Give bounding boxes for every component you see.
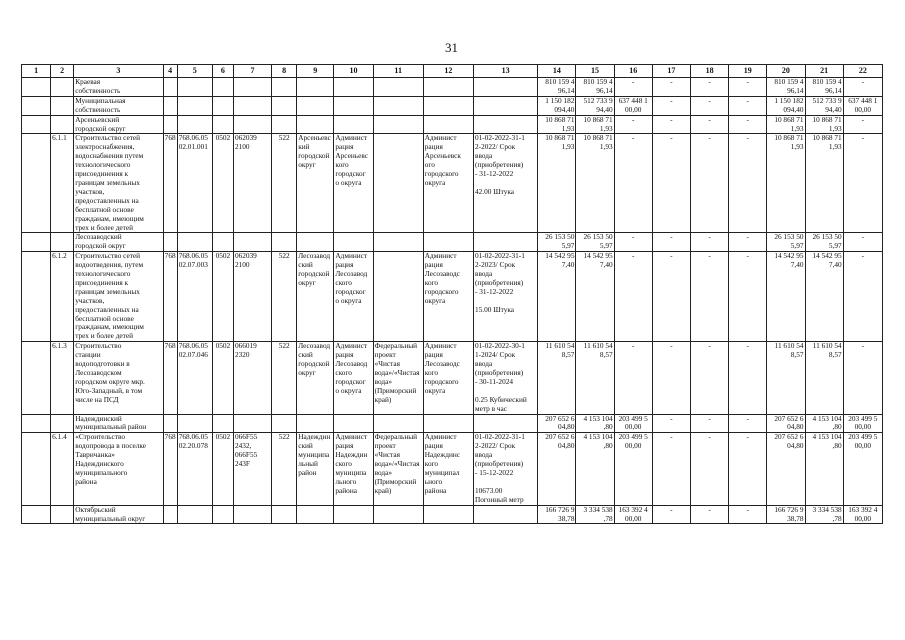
table-cell: 14 542 95 7,40 <box>767 252 805 342</box>
table-cell: 810 159 4 96,14 <box>805 78 843 97</box>
column-header: 19 <box>729 65 767 78</box>
table-cell: - <box>843 115 882 134</box>
table-cell <box>474 115 538 134</box>
table-cell <box>22 78 51 97</box>
table-cell: 26 153 50 5,97 <box>538 233 576 252</box>
column-header: 20 <box>767 65 805 78</box>
table-cell <box>373 115 423 134</box>
table-cell <box>233 505 271 524</box>
column-header: 21 <box>805 65 843 78</box>
table-cell <box>373 505 423 524</box>
table-cell: - <box>729 134 767 233</box>
table-cell <box>272 414 297 433</box>
table-cell: 26 153 50 5,97 <box>576 233 614 252</box>
table-cell: 203 499 5 00,00 <box>843 414 882 433</box>
table-cell <box>51 505 74 524</box>
table-cell: 10 868 71 1,93 <box>538 134 576 233</box>
table-cell: 6.1.3 <box>51 342 74 414</box>
table-cell: 066F55 2432, 066F55 243F <box>233 433 271 505</box>
table-cell <box>163 414 177 433</box>
table-cell: - <box>729 233 767 252</box>
table-cell <box>373 78 423 97</box>
column-header: 13 <box>474 65 538 78</box>
table-cell <box>163 505 177 524</box>
table-cell: 768 <box>163 433 177 505</box>
table-cell <box>474 505 538 524</box>
table-cell: 10 868 71 1,93 <box>805 115 843 134</box>
table-cell: - <box>729 342 767 414</box>
table-cell: 1 150 182 094,40 <box>767 96 805 115</box>
table-cell: 01-02-2022-31-1 2-2022/ Срок ввода (приобретения) - 15-12-2022 10673.00 Погонный метр <box>474 433 538 505</box>
table-cell: - <box>843 134 882 233</box>
table-cell: - <box>729 505 767 524</box>
table-cell <box>177 96 212 115</box>
column-header: 8 <box>272 65 297 78</box>
table-cell: Арсеньевс кий городской округ <box>297 134 334 233</box>
table-cell: 810 159 4 96,14 <box>767 78 805 97</box>
table-cell: Федеральный проект «Чистая вода»/«Чистая вода» (Приморский край) <box>373 342 423 414</box>
table-cell <box>373 252 423 342</box>
table-cell <box>423 233 473 252</box>
table-cell: 4 153 104 ,80 <box>805 433 843 505</box>
table-cell <box>334 414 373 433</box>
table-cell <box>212 96 233 115</box>
table-cell: - <box>614 134 652 233</box>
table-cell: - <box>652 433 690 505</box>
table-cell: 0502 <box>212 252 233 342</box>
table-cell: 512 733 9 94,40 <box>576 96 614 115</box>
table-cell: 522 <box>272 433 297 505</box>
table-cell: 10 868 71 1,93 <box>538 115 576 134</box>
table-cell: - <box>690 505 728 524</box>
table-cell: «Строительство водопровода в поселке Тавричанка» Надеждинского муниципального района <box>74 433 163 505</box>
table-cell <box>51 78 74 97</box>
table-cell: 166 726 9 38,78 <box>767 505 805 524</box>
table-row <box>22 505 883 524</box>
table-cell <box>373 134 423 233</box>
table-cell <box>474 96 538 115</box>
table-cell: 207 652 6 04,80 <box>538 414 576 433</box>
table-cell: - <box>690 78 728 97</box>
table-cell: - <box>614 252 652 342</box>
table-cell: 3 334 538 ,78 <box>576 505 614 524</box>
table-cell: 637 448 1 00,00 <box>843 96 882 115</box>
table-cell: 207 652 6 04,80 <box>767 414 805 433</box>
column-header: 6 <box>212 65 233 78</box>
table-cell: Надеждинский муниципальный район <box>74 414 163 433</box>
table-cell <box>163 96 177 115</box>
table-cell <box>177 78 212 97</box>
table-cell <box>474 233 538 252</box>
table-cell: 4 153 104 ,80 <box>576 433 614 505</box>
table-cell <box>22 342 51 414</box>
table-cell: Лесозавод ский городской округ <box>297 252 334 342</box>
table-cell <box>272 115 297 134</box>
table-cell: 203 499 5 00,00 <box>614 433 652 505</box>
table-cell: 0502 <box>212 134 233 233</box>
table-cell: 10 868 71 1,93 <box>805 134 843 233</box>
table-cell: 26 153 50 5,97 <box>767 233 805 252</box>
table-cell: 522 <box>272 342 297 414</box>
table-cell <box>177 115 212 134</box>
table-cell: 4 153 104 ,80 <box>805 414 843 433</box>
table-cell: - <box>652 78 690 97</box>
table-cell: 166 726 9 38,78 <box>538 505 576 524</box>
table-cell: 3 334 538 ,78 <box>805 505 843 524</box>
table-cell: - <box>652 115 690 134</box>
column-header: 10 <box>334 65 373 78</box>
table-cell <box>51 414 74 433</box>
table-cell: 10 868 71 1,93 <box>576 134 614 233</box>
budget-table <box>21 64 883 524</box>
table-cell: - <box>690 433 728 505</box>
table-cell: Краевая собственность <box>74 78 163 97</box>
table-cell: Октябрьский муниципальный округ <box>74 505 163 524</box>
column-header: 7 <box>233 65 271 78</box>
table-cell <box>423 505 473 524</box>
column-header: 18 <box>690 65 728 78</box>
table-cell <box>212 78 233 97</box>
table-cell: Федеральный проект «Чистая вода»/«Чистая вода» (Приморский край) <box>373 433 423 505</box>
table-cell: 01-02-2022-31-1 2-2023/ Срок ввода (приобретения) - 31-12-2022 15.00 Штука <box>474 252 538 342</box>
table-cell: - <box>690 115 728 134</box>
table-cell <box>177 233 212 252</box>
table-cell: 203 499 5 00,00 <box>614 414 652 433</box>
table-cell <box>233 78 271 97</box>
table-cell: 6.1.4 <box>51 433 74 505</box>
table-cell: 11 610 54 8,57 <box>767 342 805 414</box>
table-cell <box>233 233 271 252</box>
table-cell: - <box>843 252 882 342</box>
column-header: 11 <box>373 65 423 78</box>
table-row <box>22 96 883 115</box>
table-cell: 066019 2320 <box>233 342 271 414</box>
column-header: 14 <box>538 65 576 78</box>
table-cell: 0502 <box>212 342 233 414</box>
table-cell: - <box>614 233 652 252</box>
column-header: 2 <box>51 65 74 78</box>
table-cell <box>423 96 473 115</box>
table-cell <box>163 78 177 97</box>
table-cell: Лесозавод ский городской округ <box>297 342 334 414</box>
table-cell <box>474 414 538 433</box>
column-header: 3 <box>74 65 163 78</box>
table-cell <box>212 115 233 134</box>
table-cell <box>177 414 212 433</box>
table-cell <box>334 96 373 115</box>
table-cell: Строительство сетей электроснабжения, водоснабжения путем технологического присоединения к границам земельных участков, предоставленных на бесплатной основе гражданам, имеющим трех и более детей <box>74 134 163 233</box>
table-cell <box>297 414 334 433</box>
table-cell <box>22 433 51 505</box>
table-cell: Надеждин ский муниципа льный район <box>297 433 334 505</box>
table-cell: 14 542 95 7,40 <box>805 252 843 342</box>
table-cell: 810 159 4 96,14 <box>538 78 576 97</box>
table-cell: Лесозаводский городской округ <box>74 233 163 252</box>
table-cell: - <box>729 96 767 115</box>
table-cell: - <box>652 134 690 233</box>
column-header: 1 <box>22 65 51 78</box>
table-cell: 810 159 4 96,14 <box>576 78 614 97</box>
table-cell: 768.06.05 02.20.078 <box>177 433 212 505</box>
table-cell <box>423 414 473 433</box>
table-cell: 522 <box>272 252 297 342</box>
table-cell: - <box>652 233 690 252</box>
table-cell: 11 610 54 8,57 <box>805 342 843 414</box>
table-cell: Админист рация Лесозавод ского городског о округа <box>334 252 373 342</box>
table-cell: 768 <box>163 134 177 233</box>
table-cell <box>373 96 423 115</box>
table-row <box>22 414 883 433</box>
table-cell: - <box>614 78 652 97</box>
table-cell: 768 <box>163 342 177 414</box>
table-cell: - <box>652 252 690 342</box>
table-cell: 062039 2100 <box>233 252 271 342</box>
table-cell <box>297 233 334 252</box>
table-cell: Админист рация Арсеньевс кого городског о округа <box>334 134 373 233</box>
table-cell: Админист рация Лесозаводс кого городского округа <box>423 252 473 342</box>
table-cell: - <box>614 115 652 134</box>
table-cell: 01-02-2022-31-1 2-2022/ Срок ввода (приобретения) - 31-12-2022 42.00 Штука <box>474 134 538 233</box>
table-cell: Строительство сетей водоотведения, путем технологического присоединения к границам земельных участков, предоставленных на бесплатной основе гражданам, имеющим трех и более детей <box>74 252 163 342</box>
table-cell <box>233 414 271 433</box>
column-header: 4 <box>163 65 177 78</box>
table-cell <box>22 252 51 342</box>
table-cell: 512 733 9 94,40 <box>805 96 843 115</box>
table-cell <box>51 233 74 252</box>
table-cell: 6.1.2 <box>51 252 74 342</box>
table-cell <box>272 78 297 97</box>
table-cell: 163 392 4 00,00 <box>843 505 882 524</box>
table-cell: 4 153 104 ,80 <box>576 414 614 433</box>
table-cell: 11 610 54 8,57 <box>576 342 614 414</box>
table-row <box>22 252 883 342</box>
table-cell: - <box>690 134 728 233</box>
table-cell: 14 542 95 7,40 <box>538 252 576 342</box>
header-row <box>22 65 883 78</box>
table-cell <box>297 505 334 524</box>
table-cell: Админист рация Лесозаводс кого городского округа <box>423 342 473 414</box>
table-cell: 14 542 95 7,40 <box>576 252 614 342</box>
table-cell: 768.06.05 02.07.046 <box>177 342 212 414</box>
table-cell: - <box>729 414 767 433</box>
table-cell: 11 610 54 8,57 <box>538 342 576 414</box>
table-cell <box>373 414 423 433</box>
table-row <box>22 115 883 134</box>
table-cell: Муниципальная собственность <box>74 96 163 115</box>
table-cell: - <box>843 78 882 97</box>
table-cell <box>212 233 233 252</box>
table-cell <box>334 505 373 524</box>
table-cell: - <box>843 342 882 414</box>
table-cell <box>297 78 334 97</box>
table-cell: 203 499 5 00,00 <box>843 433 882 505</box>
table-cell <box>22 414 51 433</box>
table-cell: 637 448 1 00,00 <box>614 96 652 115</box>
table-row <box>22 134 883 233</box>
table-cell: - <box>729 78 767 97</box>
table-cell <box>163 115 177 134</box>
table-cell: 26 153 50 5,97 <box>805 233 843 252</box>
column-header: 12 <box>423 65 473 78</box>
table-cell <box>51 115 74 134</box>
table-cell <box>423 78 473 97</box>
table-cell <box>334 115 373 134</box>
table-row <box>22 78 883 97</box>
table-cell <box>22 134 51 233</box>
table-cell <box>233 115 271 134</box>
table-cell: 0502 <box>212 433 233 505</box>
table-cell: - <box>690 414 728 433</box>
table-cell: 768.06.05 02.07.003 <box>177 252 212 342</box>
table-cell: - <box>652 505 690 524</box>
table-cell <box>177 505 212 524</box>
table-cell: 768 <box>163 252 177 342</box>
table-cell <box>334 78 373 97</box>
table-cell: - <box>652 96 690 115</box>
table-cell <box>373 233 423 252</box>
table-cell: - <box>690 233 728 252</box>
table-cell <box>22 505 51 524</box>
table-cell <box>163 233 177 252</box>
table-cell <box>334 233 373 252</box>
table-cell: 01-02-2022-30-1 1-2024/ Срок ввода (приобретения) - 30-11-2024 0.25 Кубический метр в час <box>474 342 538 414</box>
table-row <box>22 433 883 505</box>
table-cell <box>423 115 473 134</box>
table-cell <box>22 233 51 252</box>
table-cell: Админист рация Арсеньевск ого городского округа <box>423 134 473 233</box>
page-number: 31 <box>445 40 458 55</box>
table-cell: 10 868 71 1,93 <box>767 134 805 233</box>
column-header: 16 <box>614 65 652 78</box>
column-header: 17 <box>652 65 690 78</box>
table-cell: 522 <box>272 134 297 233</box>
table-cell <box>212 414 233 433</box>
table-cell <box>22 115 51 134</box>
table-cell: 6.1.1 <box>51 134 74 233</box>
table-cell: 768.06.05 02.01.001 <box>177 134 212 233</box>
table-cell <box>272 233 297 252</box>
column-header: 22 <box>843 65 882 78</box>
table-cell <box>272 96 297 115</box>
table-cell <box>212 505 233 524</box>
table-cell <box>297 96 334 115</box>
table-cell: - <box>652 342 690 414</box>
table-cell: - <box>690 342 728 414</box>
column-header: 9 <box>297 65 334 78</box>
table-row <box>22 342 883 414</box>
table-cell: 1 150 182 094,40 <box>538 96 576 115</box>
table-cell: Админист рация Надеждин ского муниципа льного района <box>334 433 373 505</box>
column-header: 15 <box>576 65 614 78</box>
table-cell: - <box>729 252 767 342</box>
table-cell: - <box>729 115 767 134</box>
table-cell <box>297 115 334 134</box>
table-cell: - <box>690 252 728 342</box>
table-cell <box>233 96 271 115</box>
table-cell: 10 868 71 1,93 <box>767 115 805 134</box>
table-cell: - <box>652 414 690 433</box>
table-cell <box>51 96 74 115</box>
table-cell: 207 652 6 04,80 <box>767 433 805 505</box>
column-header: 5 <box>177 65 212 78</box>
table-cell: Админист рация Надеждинс кого муниципал ьного района <box>423 433 473 505</box>
table-cell <box>22 96 51 115</box>
table-cell: Строительство станции водоподготовки в Лесозаводском городском округе мкр. Юго-Западный, в том числе на ПСД <box>74 342 163 414</box>
table-cell: 062039 2100 <box>233 134 271 233</box>
table-cell: - <box>843 233 882 252</box>
table-cell <box>474 78 538 97</box>
table-cell <box>272 505 297 524</box>
table-cell: - <box>614 342 652 414</box>
table-cell: Арсеньевский городской округ <box>74 115 163 134</box>
table-cell: - <box>690 96 728 115</box>
table-cell: 207 652 6 04,80 <box>538 433 576 505</box>
table-cell: 10 868 71 1,93 <box>576 115 614 134</box>
table-cell: 163 392 4 00,00 <box>614 505 652 524</box>
table-row <box>22 233 883 252</box>
table-cell: Админист рация Лесозавод ского городског о округа <box>334 342 373 414</box>
table-cell: - <box>729 433 767 505</box>
